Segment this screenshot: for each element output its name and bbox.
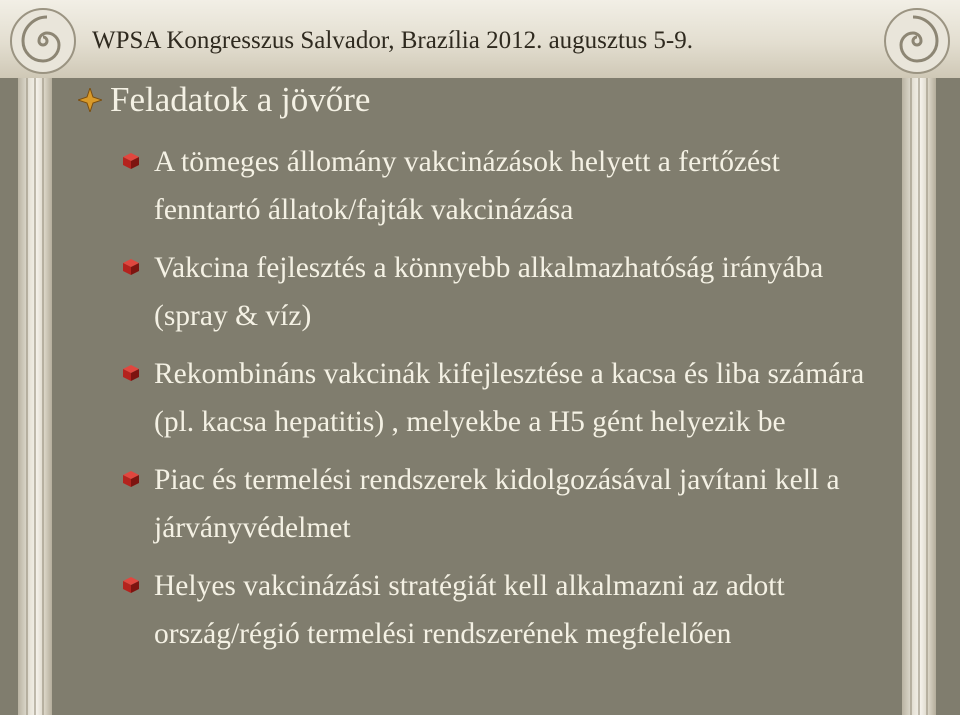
right-pillar [902, 78, 936, 715]
slide-title: Feladatok a jövőre [110, 80, 371, 119]
bullet-list [122, 138, 882, 658]
red-cube-bullet-icon [122, 258, 140, 276]
list-item-text: Piac és termelési rendszerek kidolgozásával javítani kell a járványvédelmet [154, 464, 840, 544]
list-item [122, 456, 882, 552]
slide-header: WPSA Kongresszus Salvador, Brazília 2012. augusztus 5-9. [92, 27, 694, 54]
list-item [122, 244, 882, 340]
red-cube-bullet-icon [122, 152, 140, 170]
list-item [122, 350, 882, 446]
spiral-volute-icon [8, 6, 78, 76]
red-cube-bullet-icon [122, 576, 140, 594]
slide-title-row [78, 80, 370, 120]
list-item [122, 138, 882, 234]
list-item-text: Vakcina fejlesztés a könnyebb alkalmazhatóság irányába (spray & víz) [154, 252, 824, 332]
red-cube-bullet-icon [122, 364, 140, 382]
red-cube-bullet-icon [122, 470, 140, 488]
list-item-text: Helyes vakcinázási stratégiát kell alkalmazni az adott ország/régió termelési rendszerének megfelelően [154, 570, 785, 650]
spiral-volute-icon [882, 6, 952, 76]
left-pillar [18, 78, 52, 715]
four-point-star-bullet-icon [78, 88, 102, 112]
list-item [122, 562, 882, 658]
list-item-text: A tömeges állomány vakcinázások helyett a fertőzést fenntartó állatok/fajták vakcinázása [154, 146, 780, 226]
list-item-text: Rekombináns vakcinák kifejlesztése a kacsa és liba számára (pl. kacsa hepatitis) , melyekbe a H5 gént helyezik be [154, 358, 865, 438]
